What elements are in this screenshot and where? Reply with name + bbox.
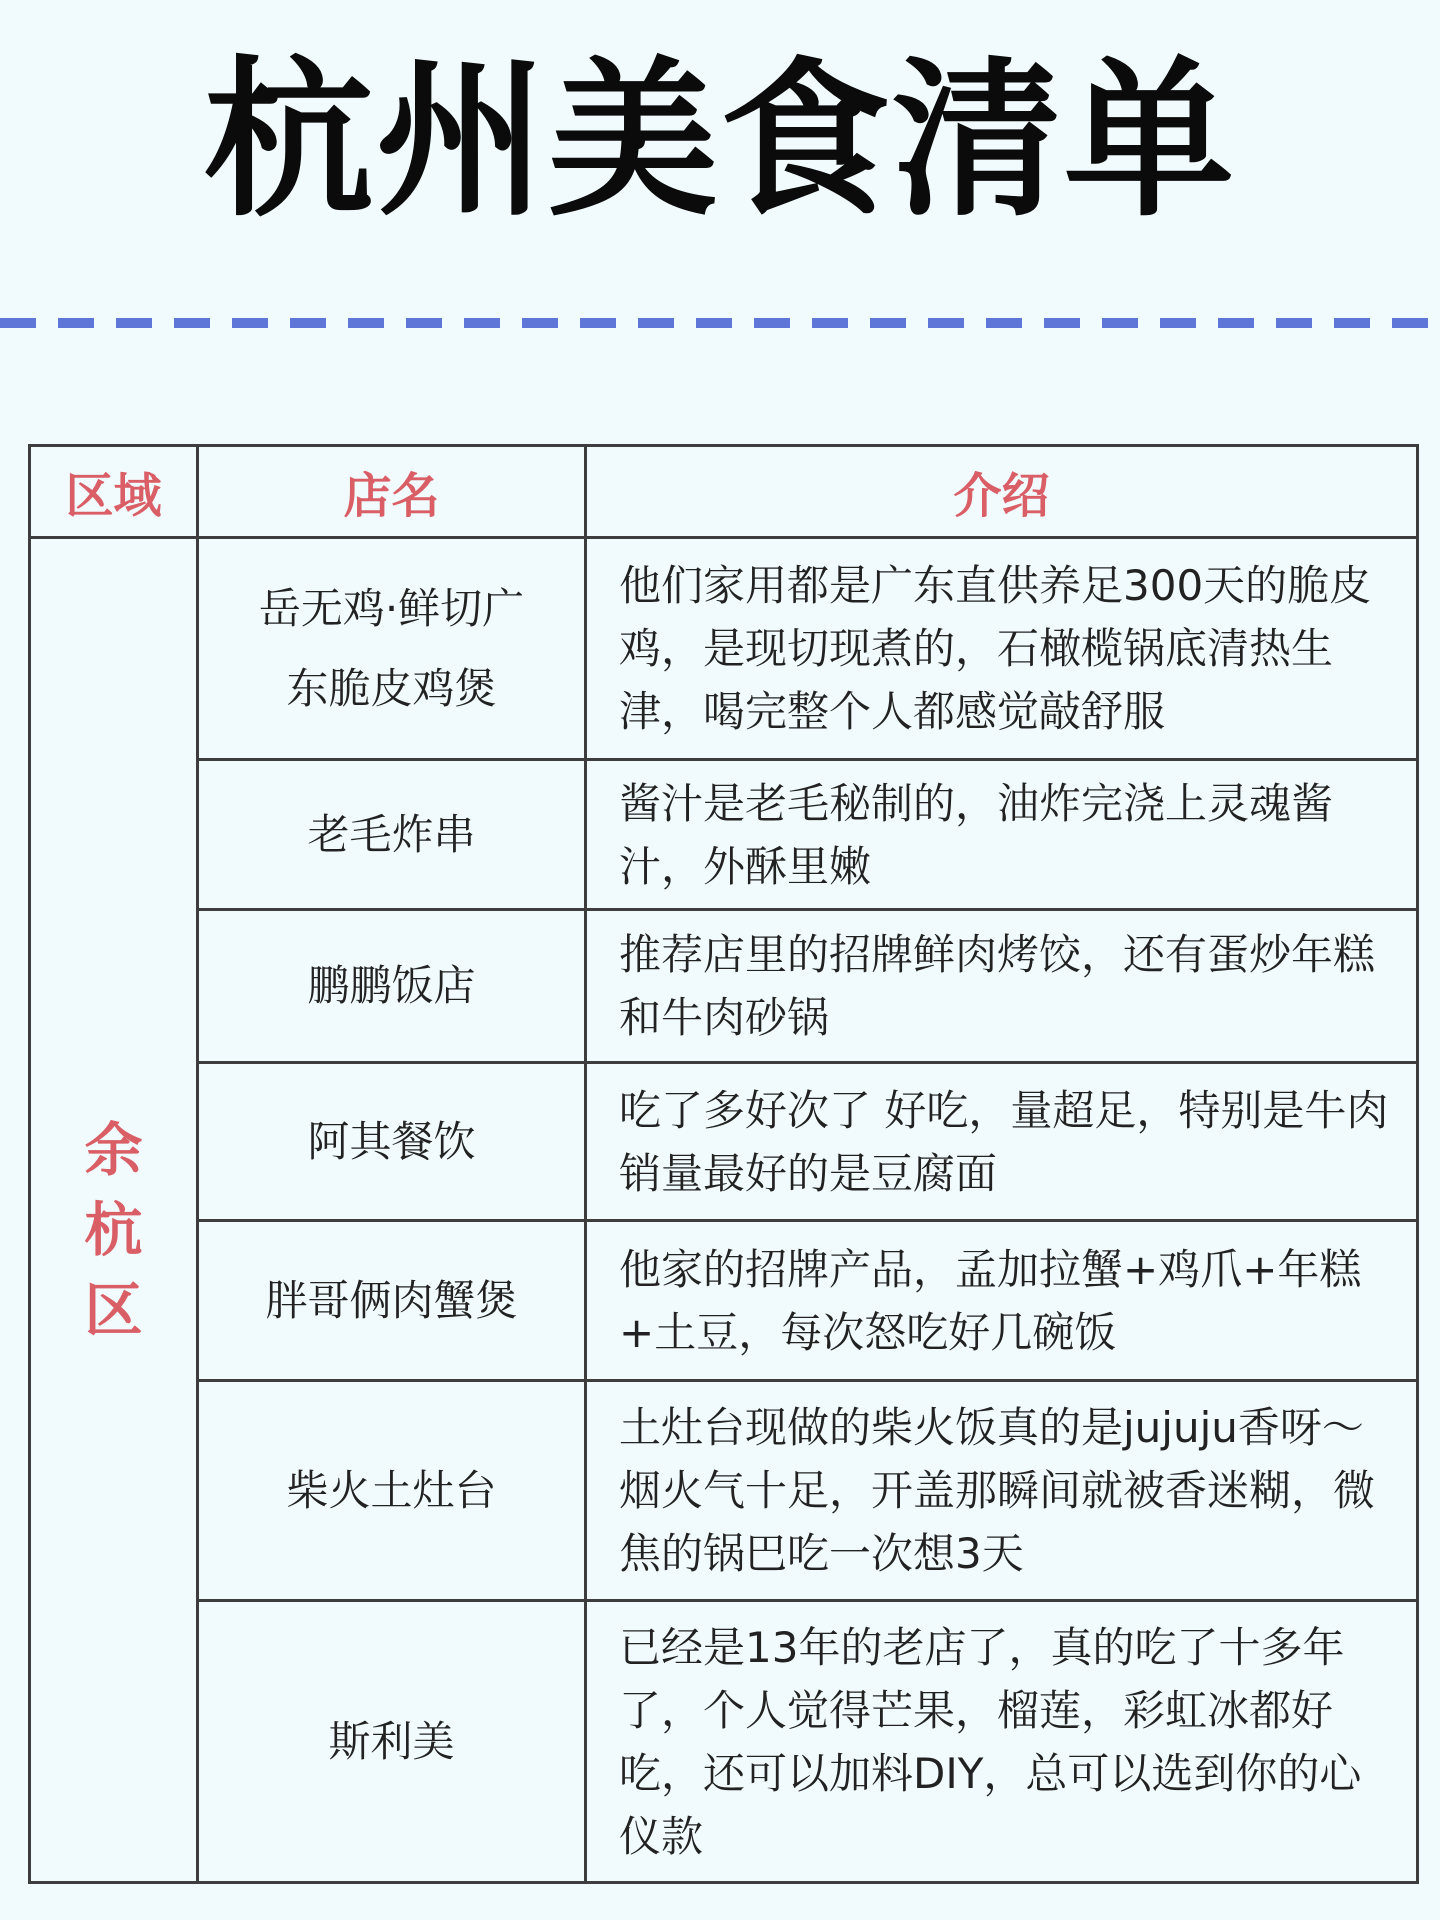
district-label: 余杭区 [84,1116,143,1344]
restaurant-name-text: 斯利美 [328,1716,455,1766]
table-row [30,910,1418,1063]
food-table [28,444,1419,1884]
header-intro: 介绍 [586,446,1418,538]
restaurant-intro: 酱汁是老毛秘制的，油炸完浇上灵魂酱汁，外酥里嫩 [586,760,1418,910]
restaurant-name [198,538,586,760]
table-row [30,760,1418,910]
restaurant-name-text: 老毛炸串 [307,809,476,859]
restaurant-name-text: 鹏鹏饭店 [307,961,476,1010]
restaurant-name [198,910,586,1063]
restaurant-name [198,1601,586,1883]
page-title: 杭州美食清单 [203,40,1236,240]
restaurant-name-text: 柴火土灶台 [286,1465,497,1515]
restaurant-name-text: 阿其餐饮 [307,1116,476,1166]
table-row [30,1063,1418,1221]
district-cell [30,538,198,1883]
restaurant-intro: 吃了多好次了 好吃，量超足，特别是牛肉销量最好的是豆腐面 [586,1063,1418,1221]
restaurant-intro: 他家的招牌产品，孟加拉蟹+鸡爪+年糕+土豆，每次怒吃好几碗饭 [586,1221,1418,1381]
header-name: 店名 [198,446,586,538]
restaurant-intro: 土灶台现做的柴火饭真的是jujuju香呀～烟火气十足，开盖那瞬间就被香迷糊，微焦的锅巴吃一次想3天 [586,1381,1418,1601]
table-row [30,1381,1418,1601]
restaurant-name [198,1063,586,1221]
restaurant-name [198,1221,586,1381]
restaurant-intro: 他们家用都是广东直供养足300天的脆皮鸡，是现切现煮的，石橄榄锅底清热生津，喝完整个人都感觉敲舒服 [586,538,1418,760]
restaurant-intro: 已经是13年的老店了，真的吃了十多年了，个人觉得芒果，榴莲，彩虹冰都好吃，还可以加料DIY，总可以选到你的心仪款 [586,1601,1418,1883]
restaurant-name-text: 胖哥俩肉蟹煲 [265,1275,518,1325]
table-row [30,1221,1418,1381]
restaurant-name-text: 岳无鸡·鲜切广东脆皮鸡煲 [258,583,525,713]
dashed-divider [0,318,1440,328]
restaurant-intro: 推荐店里的招牌鲜肉烤饺，还有蛋炒年糕和牛肉砂锅 [586,910,1418,1063]
table-row [30,1601,1418,1883]
header-district: 区域 [30,446,198,538]
table-row [30,538,1418,760]
restaurant-name [198,1381,586,1601]
table-header-row [30,446,1418,538]
restaurant-name [198,760,586,910]
